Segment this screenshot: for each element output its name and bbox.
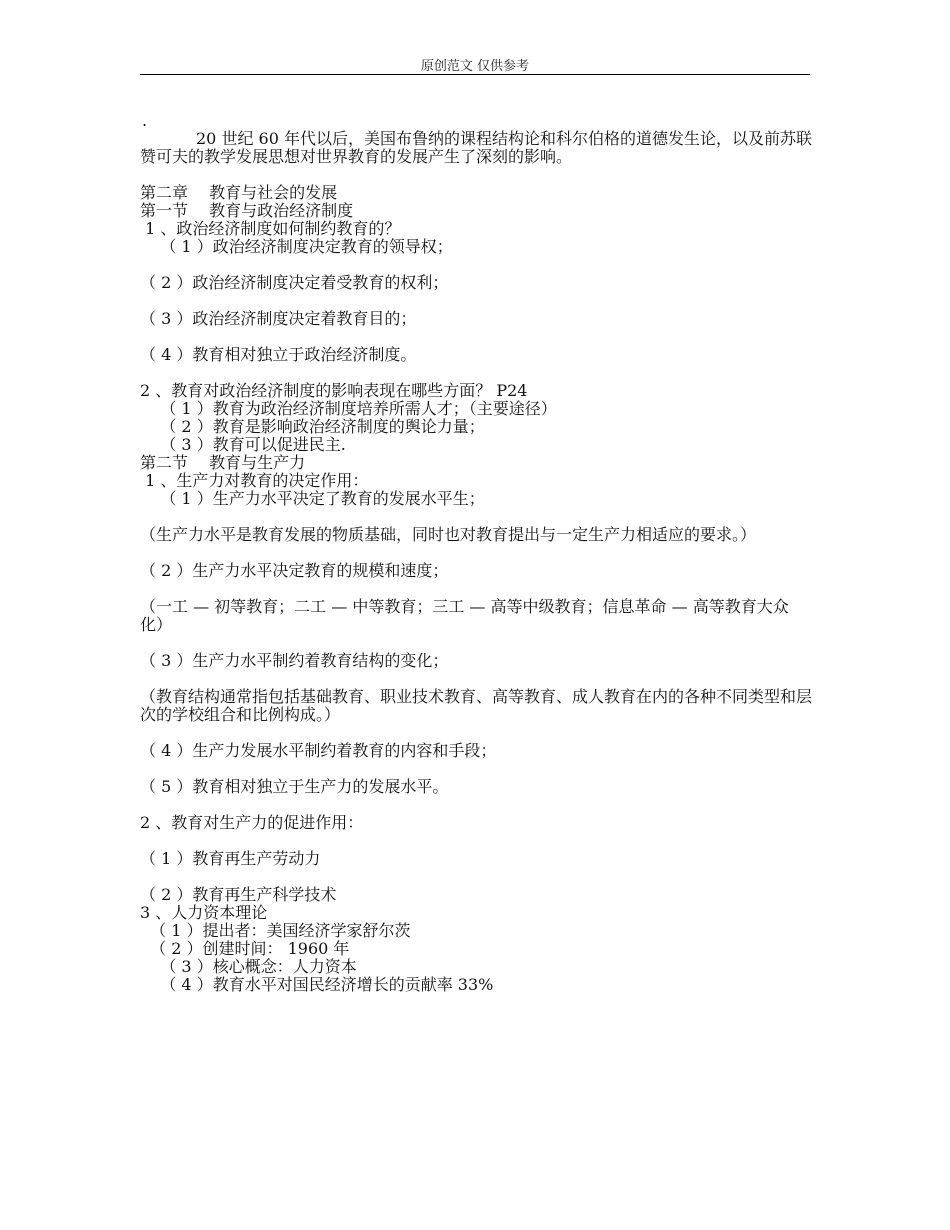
- text-line: （ 2 ）教育是影响政治经济制度的舆论力量；: [140, 417, 485, 436]
- text-line: （生产力水平是教育发展的物质基础，同时也对教育提出与一定生产力相适应的要求。）: [140, 525, 757, 544]
- text-line: 第二章 教育与社会的发展: [140, 183, 338, 202]
- text-line: 第一节 教育与政治经济制度: [140, 201, 354, 220]
- text-line: （ 1 ）教育再生产劳动力: [140, 849, 321, 868]
- text-line: （教育结构通常指包括基础教育、职业技术教育、高等教育、成人教育在内的各种不同类型和层次的学校组合和比例构成。）: [140, 687, 813, 724]
- text-line: （ 4 ）教育水平对国民经济增长的贡献率 33%: [140, 975, 494, 994]
- text-line: （ 2 ）生产力水平决定教育的规模和速度；: [140, 561, 449, 580]
- text-line: 1 、生产力对教育的决定作用：: [140, 471, 369, 490]
- text-line: （ 2 ）教育再生产科学技术: [140, 885, 337, 904]
- text-line: （ 3 ）政治经济制度决定着教育目的；: [140, 309, 417, 328]
- header-text: 原创范文 仅供参考: [420, 59, 530, 74]
- text-line: 第二节 教育与生产力: [140, 453, 306, 472]
- text-line: （ 1 ）教育为政治经济制度培养所需人才；（主要途径）: [140, 399, 557, 418]
- text-line: （ 3 ）生产力水平制约着教育结构的变化；: [140, 651, 449, 670]
- text-line: .: [142, 111, 148, 130]
- text-line: （ 1 ）提出者：美国经济学家舒尔茨: [140, 921, 411, 940]
- text-line: （ 4 ）生产力发展水平制约着教育的内容和手段；: [140, 741, 497, 760]
- text-line: （ 1 ）生产力水平决定了教育的发展水平生；: [140, 489, 485, 508]
- text-line: （ 5 ）教育相对独立于生产力的发展水平。: [140, 777, 449, 796]
- text-line: （ 3 ）核心概念：人力资本: [140, 957, 357, 976]
- document-body: [140, 112, 812, 994]
- text-line: （ 1 ）政治经济制度决定教育的领导权；: [140, 237, 453, 256]
- text-line: 2 、教育对生产力的促进作用：: [140, 813, 364, 832]
- text-line: （ 2 ）创建时间： 1960 年: [140, 939, 350, 958]
- text-line: 2 、教育对政治经济制度的影响表现在哪些方面？ P24: [140, 381, 528, 400]
- text-line: 3 、人力资本理论: [140, 903, 268, 922]
- text-line: （ 2 ）政治经济制度决定着受教育的权利；: [140, 273, 449, 292]
- text-line: （一工 — 初等教育；二工 — 中等教育；三工 — 高等中级教育；信息革命 — 高等教育大众化）: [140, 597, 789, 634]
- text-line: （ 4 ）教育相对独立于政治经济制度。: [140, 345, 417, 364]
- text-line: （ 3 ）教育可以促进民主.: [140, 435, 346, 454]
- text-line: 1 、政治经济制度如何制约教育的？: [140, 219, 401, 238]
- text-line: 20 世纪 60 年代以后，美国布鲁纳的课程结构论和科尔伯格的道德发生论，以及前苏联赞可夫的教学发展思想对世界教育的发展产生了深刻的影响。: [140, 129, 812, 166]
- page-header: [140, 54, 810, 75]
